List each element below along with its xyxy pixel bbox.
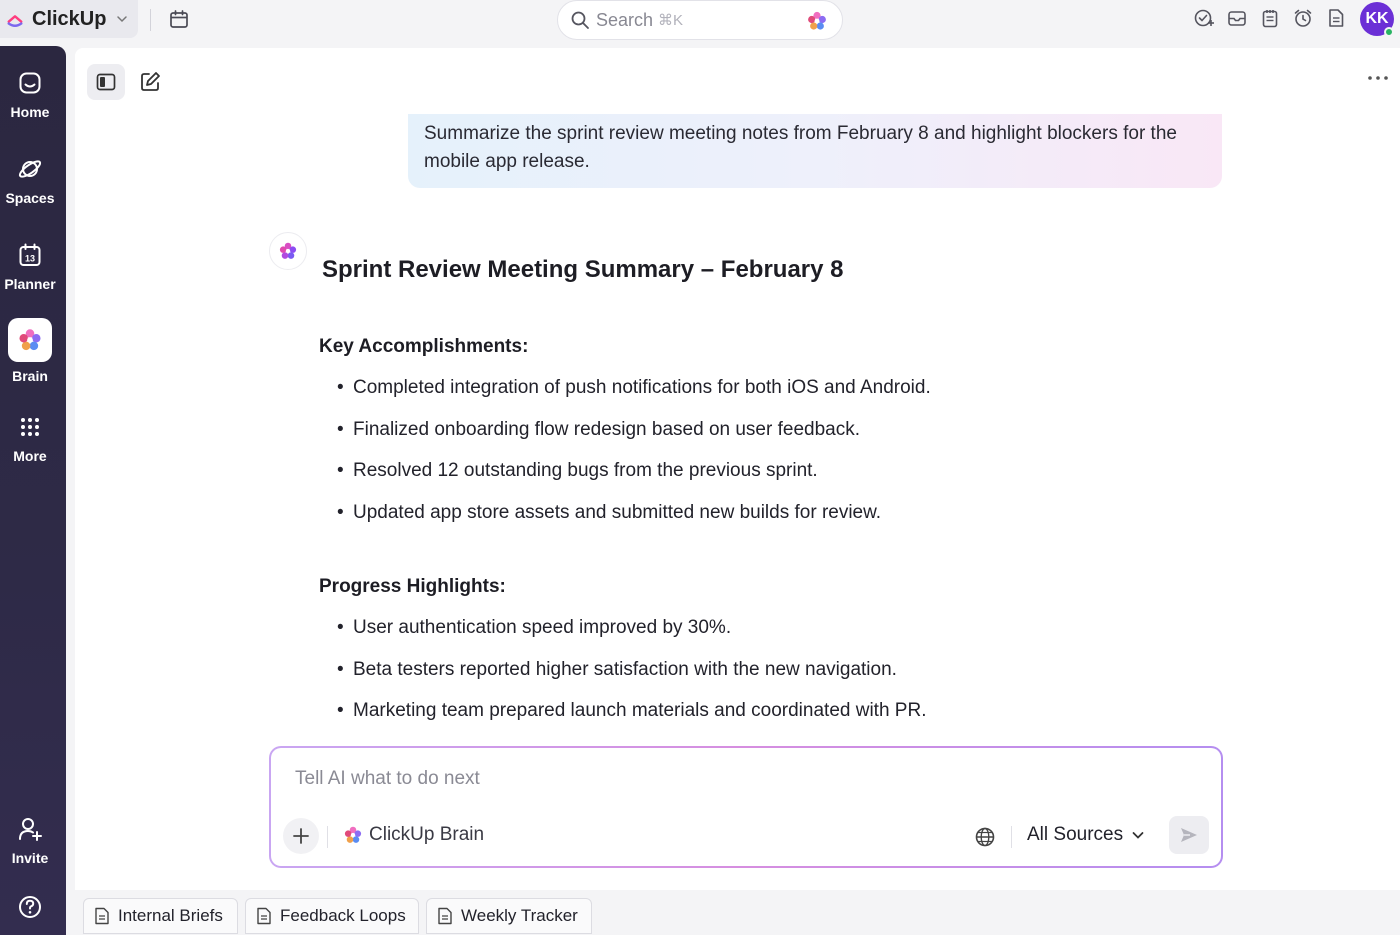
app-logo-icon — [6, 10, 24, 28]
top-actions — [1193, 7, 1347, 29]
sidebar — [0, 46, 66, 935]
list-item: • Resolved 12 outstanding bugs from the previous sprint. — [335, 459, 931, 501]
doc-tab-weekly-tracker[interactable] — [426, 898, 592, 934]
section-heading-progress: Progress Highlights: — [319, 576, 506, 597]
sources-dropdown[interactable] — [1027, 824, 1145, 846]
sidebar-item-label: More — [13, 448, 47, 464]
section-heading-accomplishments: Key Accomplishments: — [319, 336, 529, 357]
sidebar-item-label: Brain — [12, 368, 48, 384]
sidebar-item-label: Spaces — [5, 190, 55, 206]
list-item: • Updated app store assets and submitted new builds for review. — [335, 501, 931, 543]
progress-list — [335, 616, 926, 741]
calendar-icon[interactable] — [168, 8, 190, 30]
prompt-input[interactable] — [295, 764, 1175, 794]
search-shortcut: ⌘K — [658, 12, 684, 29]
document-icon — [94, 907, 110, 925]
toggle-panel-button[interactable] — [87, 64, 125, 100]
inbox-icon[interactable] — [1226, 7, 1248, 29]
sidebar-item-label: Home — [10, 104, 50, 120]
response-title: Sprint Review Meeting Summary – February 8 — [322, 256, 844, 283]
app-name: ClickUp — [32, 7, 107, 30]
list-item: • Marketing team prepared launch materials and coordinated with PR. — [335, 699, 926, 741]
send-button[interactable] — [1169, 816, 1209, 854]
main-panel — [75, 48, 1400, 890]
brain-icon[interactable] — [806, 10, 828, 32]
alarm-icon[interactable] — [1292, 7, 1314, 29]
divider — [327, 826, 328, 848]
plus-icon — [292, 827, 310, 845]
ai-avatar — [269, 232, 307, 270]
brain-icon — [278, 241, 298, 261]
list-item: • Beta testers reported higher satisfaction with the new navigation. — [335, 658, 926, 700]
brain-tile — [8, 318, 52, 362]
brain-icon — [343, 825, 363, 845]
divider — [1011, 826, 1012, 848]
avatar[interactable]: KK — [1360, 2, 1394, 36]
online-status-dot — [1384, 27, 1394, 37]
user-message: Summarize the sprint review meeting notes from February 8 and highlight blockers for the mobile app release. — [408, 114, 1222, 188]
doc-tabs — [83, 898, 592, 934]
chevron-down-icon — [1131, 828, 1145, 842]
list-item: • Finalized onboarding flow redesign based on user feedback. — [335, 418, 931, 460]
globe-icon[interactable] — [974, 826, 996, 848]
doc-tab-internal-briefs[interactable] — [83, 898, 238, 934]
sidebar-item-invite[interactable] — [0, 816, 60, 866]
doc-tab-label: Weekly Tracker — [461, 906, 578, 925]
doc-tab-feedback-loops[interactable] — [245, 898, 419, 934]
sidebar-panel-icon — [96, 73, 116, 91]
document-icon — [256, 907, 272, 925]
help-button[interactable] — [0, 894, 60, 920]
add-attachment-button[interactable] — [283, 818, 319, 854]
search-icon — [570, 10, 590, 30]
check-add-icon[interactable] — [1193, 7, 1215, 29]
model-selector[interactable] — [343, 824, 484, 846]
grid-dots-icon — [17, 414, 43, 440]
sidebar-item-label: Planner — [4, 276, 56, 292]
help-icon — [17, 894, 43, 920]
accomplishments-list — [335, 376, 931, 542]
calendar-13-icon — [17, 242, 43, 268]
home-icon — [17, 70, 43, 96]
sidebar-item-planner[interactable] — [0, 242, 60, 292]
sidebar-item-spaces[interactable] — [0, 156, 60, 206]
svg-text:13: 13 — [24, 253, 36, 264]
search-label: Search — [596, 9, 654, 30]
sidebar-item-home[interactable] — [0, 70, 60, 120]
brain-icon — [17, 327, 43, 353]
more-options-icon[interactable] — [1367, 72, 1389, 84]
planet-icon — [17, 156, 43, 182]
doc-tab-label: Internal Briefs — [118, 906, 223, 925]
new-chat-icon[interactable] — [138, 70, 162, 94]
divider — [150, 9, 151, 31]
list-item: • User authentication speed improved by 30%. — [335, 616, 926, 658]
search-bar[interactable] — [557, 0, 843, 40]
list-item: • Completed integration of push notifications for both iOS and Android. — [335, 376, 931, 418]
sources-label: All Sources — [1027, 824, 1124, 845]
model-label: ClickUp Brain — [369, 824, 485, 845]
sidebar-item-label: Invite — [11, 850, 49, 866]
workspace-switcher[interactable] — [0, 0, 138, 38]
document-icon[interactable] — [1325, 7, 1347, 29]
ai-composer — [269, 746, 1223, 868]
composer-body — [271, 748, 1221, 866]
document-icon — [437, 907, 453, 925]
sidebar-item-brain[interactable] — [0, 318, 60, 384]
send-icon — [1179, 825, 1199, 845]
notepad-icon[interactable] — [1259, 7, 1281, 29]
invite-user-icon — [17, 816, 43, 842]
chevron-down-icon — [116, 13, 128, 25]
top-bar — [0, 0, 1400, 48]
sidebar-item-more[interactable] — [0, 414, 60, 464]
doc-tab-label: Feedback Loops — [280, 906, 406, 925]
